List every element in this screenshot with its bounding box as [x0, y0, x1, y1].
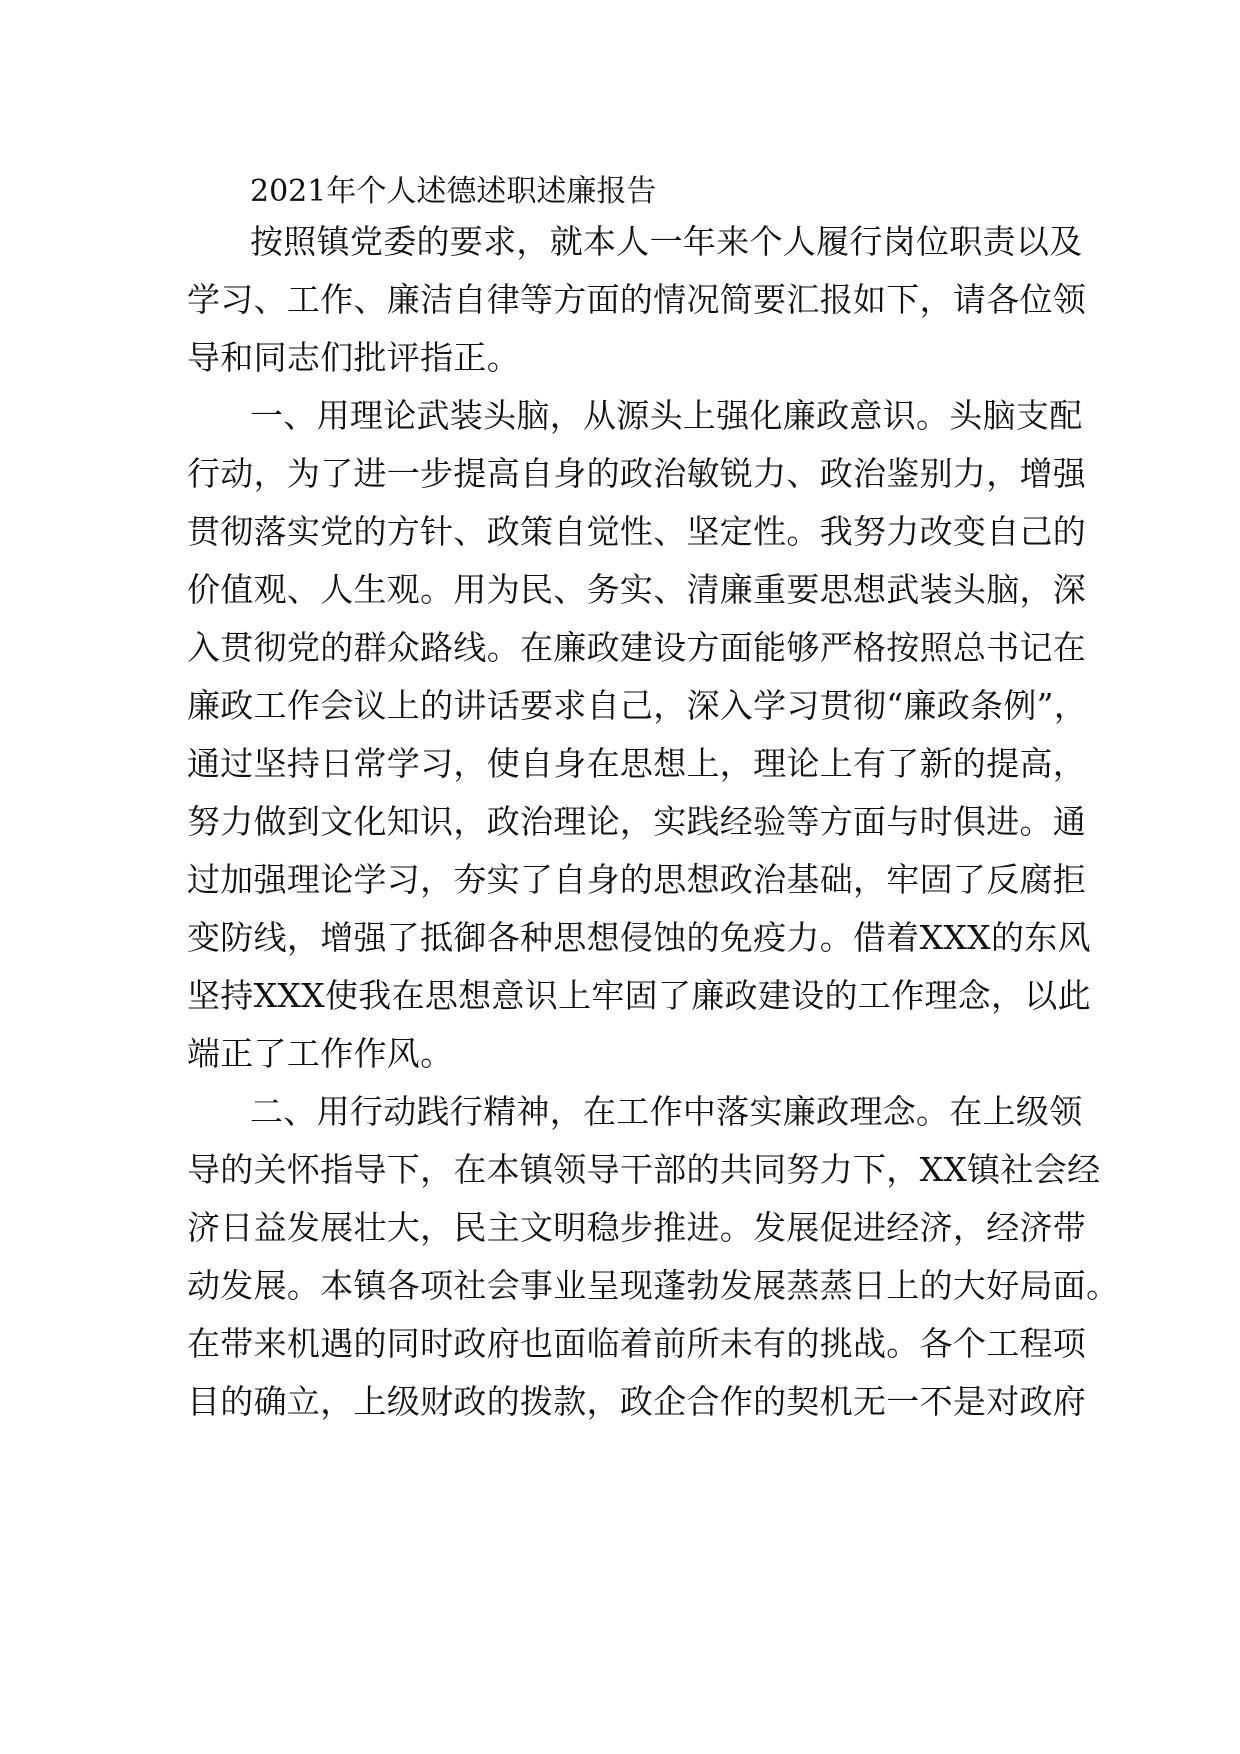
paragraph-line: 行动，为了进一步提高自身的政治敏锐力、政治鉴别力，增强 [187, 454, 1087, 493]
paragraph-line: 变防线，增强了抵御各种思想侵蚀的免疫力。借着XXX的东风 [187, 918, 1091, 957]
paragraph-line: 动发展。本镇各项社会事业呈现蓬勃发展蒸蒸日上的大好局面。 [187, 1266, 1120, 1305]
paragraph-line: 导和同志们批评指正。 [187, 338, 520, 377]
paragraph-line: 入贯彻党的群众路线。在廉政建设方面能够严格按照总书记在 [187, 628, 1087, 667]
paragraph-line: 学习、工作、廉洁自律等方面的情况简要汇报如下，请各位领 [187, 280, 1087, 319]
paragraph-line: 努力做到文化知识，政治理论，实践经验等方面与时俱进。通 [187, 802, 1087, 841]
paragraph-line: 过加强理论学习，夯实了自身的思想政治基础，牢固了反腐拒 [187, 860, 1087, 899]
paragraph-line: 端正了工作作风。 [187, 1034, 454, 1073]
paragraph-line: 贯彻落实党的方针、政策自觉性、坚定性。我努力改变自己的 [187, 512, 1087, 551]
paragraph-line: 通过坚持日常学习，使自身在思想上，理论上有了新的提高， [187, 744, 1087, 783]
paragraph-line: 济日益发展壮大，民主文明稳步推进。发展促进经济，经济带 [187, 1208, 1087, 1247]
document-title: 2021年个人述德述职述廉报告 [250, 174, 657, 209]
paragraph-line: 导的关怀指导下，在本镇领导干部的共同努力下，XX镇社会经 [187, 1150, 1101, 1189]
paragraph-line: 廉政工作会议上的讲话要求自己，深入学习贯彻“廉政条例”， [187, 686, 1088, 725]
paragraph-line: 在带来机遇的同时政府也面临着前所未有的挑战。各个工程项 [187, 1324, 1087, 1363]
paragraph-line: 目的确立，上级财政的拨款，政企合作的契机无一不是对政府 [187, 1382, 1087, 1421]
paragraph-line: 坚持XXX使我在思想意识上牢固了廉政建设的工作理念，以此 [187, 976, 1091, 1015]
paragraph-line: 按照镇党委的要求，就本人一年来个人履行岗位职责以及 [250, 222, 1083, 261]
paragraph-line: 二、用行动践行精神，在工作中落实廉政理念。在上级领 [250, 1092, 1083, 1131]
paragraph-line: 价值观、人生观。用为民、务实、清廉重要思想武装头脑，深 [187, 570, 1087, 609]
paragraph-line: 一、用理论武装头脑，从源头上强化廉政意识。头脑支配 [250, 396, 1083, 435]
